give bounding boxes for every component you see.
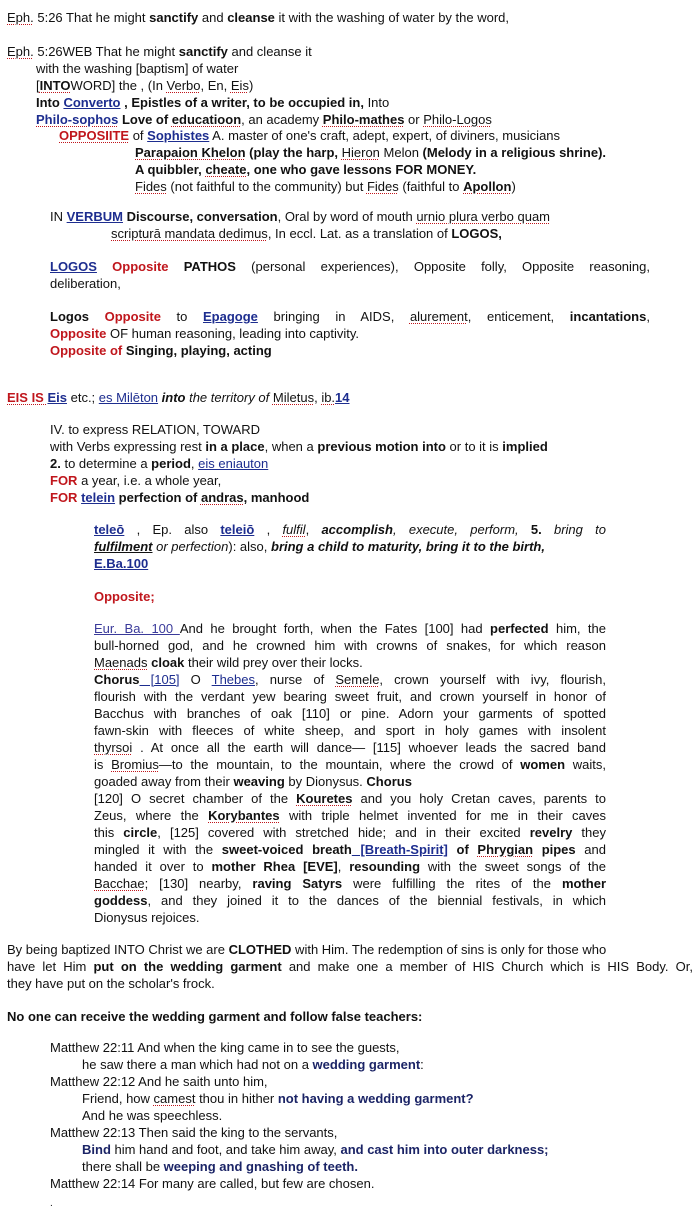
logos-pathos-line: LOGOS Opposite PATHOS (personal experiences), Opposite folly, Opposite reasoning, bbox=[50, 259, 650, 274]
wedding-garment-heading: No one can receive the wedding garment and follow false teachers: bbox=[7, 1009, 423, 1024]
scriptura-line: scripturā mandata dedimus, In eccl. Lat. as a translation of LOGOS, bbox=[111, 226, 502, 241]
bacchae-line: is Bromius—to the mountain, to the mountain, where the crowd of women waits, bbox=[94, 757, 607, 772]
opposite-sophistes-line: OPPOSIITE of Sophistes A. master of one's craft, adept, expert, of diviners, musicians bbox=[59, 128, 561, 143]
matthew-line: Bind him hand and foot, and take him away, and cast him into outer darkness; bbox=[82, 1142, 549, 1157]
verbs-rest-line: with Verbs expressing rest in a place, when a previous motion into or to it is implied bbox=[50, 439, 548, 454]
verse-line: with the washing [baptism] of water bbox=[36, 61, 239, 76]
matthew-22-14: Matthew 22:14 For many are called, but few are chosen. bbox=[50, 1176, 375, 1191]
matthew-22-12: Matthew 22:12 And he saith unto him, bbox=[50, 1074, 268, 1089]
opposite-human-reasoning: Opposite OF human reasoning, leading into captivity. bbox=[50, 326, 360, 341]
in-verbum-line: IN VERBUM Discourse, conversation, Oral by word of mouth urnio plura verbo quam bbox=[50, 209, 551, 224]
bacchae-line: goaded away from their weaving by Dionysus. Chorus bbox=[94, 774, 412, 789]
parapaion-line: Parapaion Khelon (play the harp, Hieron Melon (Melody in a religious shrine). bbox=[135, 145, 607, 160]
bacchae-line: mingled it with the sweet-voiced breath [Breath-Spirit] of Phrygian pipes and bbox=[94, 842, 606, 857]
logos-epagoge-line: Logos Opposite to Epagoge bringing in AIDS, alurement, enticement, incantations, bbox=[50, 309, 650, 324]
bacchae-line: Chorus [105] O Thebes, nurse of Semele, crown yourself with ivy, flourish, bbox=[94, 672, 606, 687]
for-telein-line: FOR telein perfection of andras, manhood bbox=[50, 490, 310, 505]
bacchae-line: flourish with the verdant yew bearing sweet fruit, and crown yourself in honor of bbox=[94, 689, 606, 704]
bacchae-line: goddess, and they joined it to the dances of the biennial festivals, in which bbox=[94, 893, 606, 908]
matthew-22-13: Matthew 22:13 Then said the king to the servants, bbox=[50, 1125, 338, 1140]
clothed-paragraph: have let Him put on the wedding garment and make one a member of HIS Church which is HIS Body. Or, bbox=[7, 959, 693, 974]
opposite-heading: Opposite; bbox=[94, 589, 155, 604]
for-year-line: FOR a year, i.e. a whole year, bbox=[50, 473, 222, 488]
clothed-paragraph: they have put on the scholar's frock. bbox=[7, 976, 215, 991]
relation-toward-line: IV. to express RELATION, TOWARD bbox=[50, 422, 260, 437]
fulfilment-line: fulfilment or perfection): also, bring a child to maturity, bring it to the birth, bbox=[94, 539, 545, 554]
quibbler-line: A quibbler, cheate, one who gave lessons FOR MONEY. bbox=[135, 162, 477, 177]
bacchae-line: fawn-skin with fleeces of white sheep, and sport in holy games with insolent bbox=[94, 723, 606, 738]
bacchae-line: Bacchae; [130] nearby, raving Satyrs were fulfilling the rites of the mother bbox=[94, 876, 607, 891]
fides-line: Fides (not faithful to the community) but Fides (faithful to Apollon) bbox=[135, 179, 516, 194]
into-converto-line: Into Converto , Epistles of a writer, to be occupied in, Into bbox=[36, 95, 390, 110]
bacchae-line: [120] O secret chamber of the Kouretes and you holy Cretan caves, parents to bbox=[94, 791, 607, 806]
opposite-singing: Opposite of Singing, playing, acting bbox=[50, 343, 272, 358]
matthew-22-11: Matthew 22:11 And when the king came in to see the guests, bbox=[50, 1040, 400, 1055]
matthew-line: And he was speechless. bbox=[82, 1108, 223, 1123]
clothed-paragraph: By being baptized INTO Christ we are CLOTHED with Him. The redemption of sins is only for those who bbox=[7, 942, 607, 957]
bacchae-line: Eur. Ba. 100 And he brought forth, when the Fates [100] had perfected him, the bbox=[94, 621, 606, 636]
deliberation-line: deliberation, bbox=[50, 276, 121, 291]
trailing-dot: . bbox=[50, 1198, 53, 1209]
matthew-line: he saw there a man which had not on a wedding garment: bbox=[82, 1057, 424, 1072]
bacchae-line: bull-horned god, and he crowned him with crowns of snakes, for which reason bbox=[94, 638, 606, 653]
bacchae-line: Zeus, where the Korybantes with triple helmet invented for me in their caves bbox=[94, 808, 606, 823]
determine-period-line: 2. to determine a period, eis eniauton bbox=[50, 456, 269, 471]
matthew-line: there shall be weeping and gnashing of teeth. bbox=[82, 1159, 358, 1174]
bacchae-line: Maenads cloak their wild prey over their locks. bbox=[94, 655, 363, 670]
verse-eph-web: Eph. 5:26WEB That he might sanctify and cleanse it bbox=[7, 44, 312, 59]
eba100-link[interactable]: E.Ba.100 bbox=[94, 556, 149, 571]
into-word-line: [INTOWORD] the , (In Verbo, En, Eis) bbox=[36, 78, 254, 93]
philo-sophos-line: Philo-sophos Love of educatioon, an academy Philo-mathes or Philo-Logos bbox=[36, 112, 492, 127]
bacchae-line: Dionysus rejoices. bbox=[94, 910, 200, 925]
matthew-line: Friend, how camest thou in hither not having a wedding garment? bbox=[82, 1091, 474, 1106]
eis-line: EIS IS Eis etc.; es Milēton into the territory of Miletus, ib.14 bbox=[7, 390, 350, 405]
bacchae-line: this circle, [125] covered with stretched hide; and in their excited revelry they bbox=[94, 825, 607, 840]
bacchae-line: handed it over to mother Rhea [EVE], resounding with the sweet songs of the bbox=[94, 859, 606, 874]
bacchae-line: Bacchus with branches of oak [110] or pine. Adorn your garments of spotted bbox=[94, 706, 606, 721]
verse-eph-5-26: Eph. 5:26 That he might sanctify and cleanse it with the washing of water by the word, bbox=[7, 10, 510, 25]
teleo-line: teleō , Ep. also teleiō , fulfil, accomplish, execute, perform, 5. bring to bbox=[94, 522, 606, 537]
bacchae-line: thyrsoi . At once all the earth will dance— [115] whoever leads the sacred band bbox=[94, 740, 606, 755]
